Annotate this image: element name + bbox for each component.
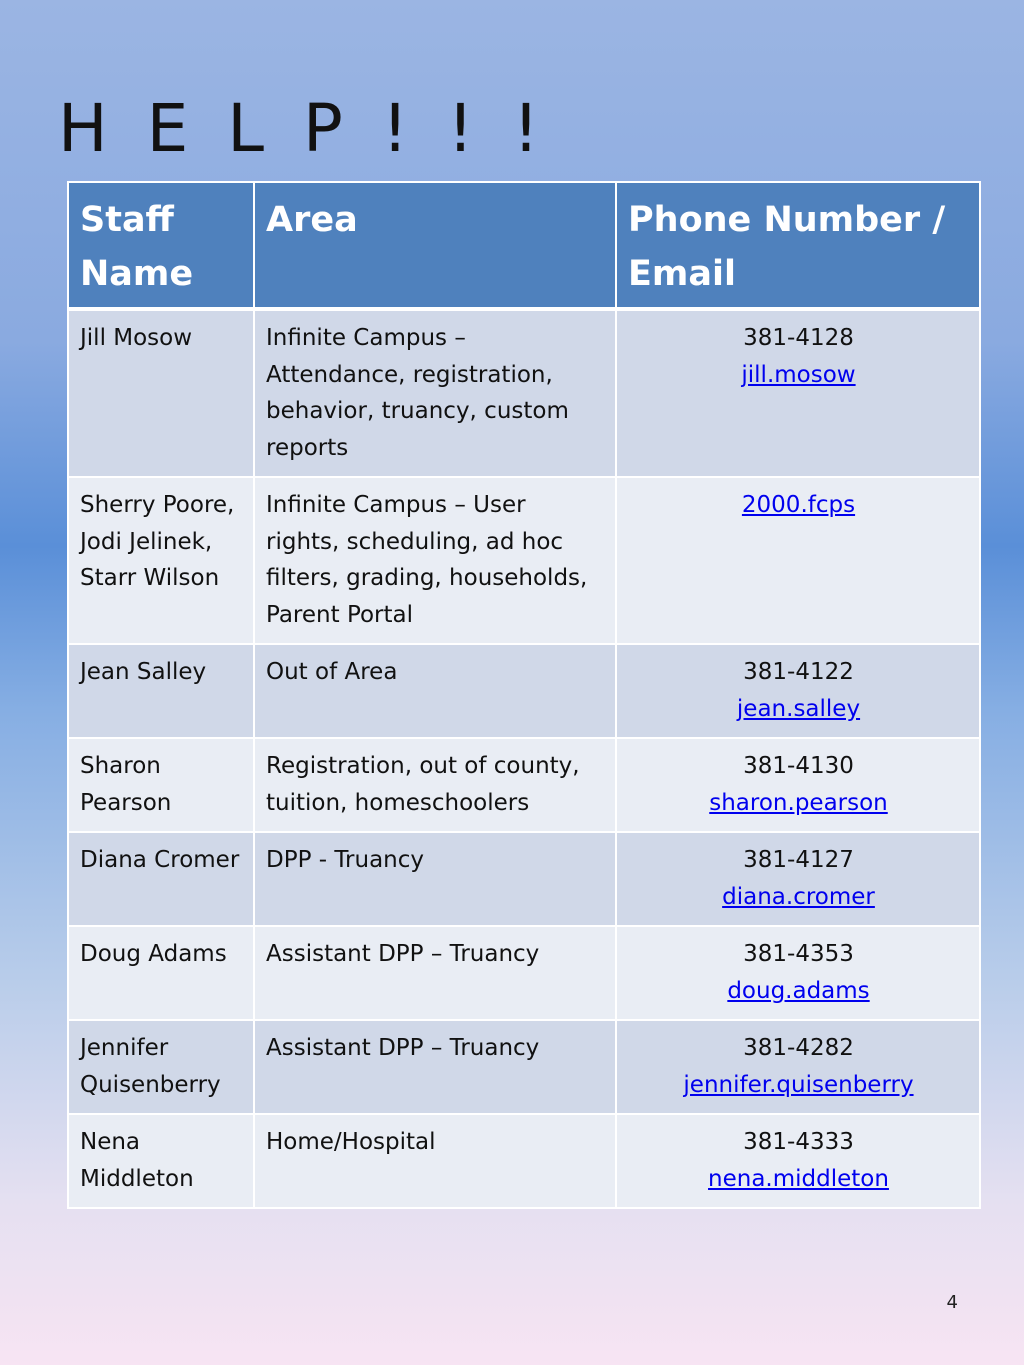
table-row xyxy=(68,309,980,477)
area-cell: Infinite Campus – Attendance, registration, behavior, truancy, custom reports xyxy=(254,309,616,477)
phone-number: 381-4122 xyxy=(743,659,854,685)
email-link[interactable]: diana.cromer xyxy=(722,883,875,910)
email-link[interactable]: sharon.pearson xyxy=(709,789,888,816)
phone-number: 381-4333 xyxy=(743,1129,854,1155)
table-row xyxy=(68,1114,980,1208)
staff-name-cell: Jill Mosow xyxy=(68,309,254,477)
table-row xyxy=(68,477,980,644)
email-link[interactable]: jill.mosow xyxy=(741,361,856,388)
header-phone-email: Phone Number / Email xyxy=(616,182,980,309)
email-link[interactable]: doug.adams xyxy=(727,977,870,1004)
staff-name-cell: Sharon Pearson xyxy=(68,738,254,832)
email-link[interactable]: jennifer.quisenberry xyxy=(683,1071,914,1098)
area-cell: Assistant DPP – Truancy xyxy=(254,1020,616,1114)
contact-cell xyxy=(616,1020,980,1114)
table-row xyxy=(68,1020,980,1114)
contact-cell xyxy=(616,738,980,832)
header-area: Area xyxy=(254,182,616,309)
staff-name-cell: Nena Middleton xyxy=(68,1114,254,1208)
phone-number: 381-4127 xyxy=(743,847,854,873)
area-cell: Out of Area xyxy=(254,644,616,738)
contact-cell xyxy=(616,1114,980,1208)
area-cell: DPP - Truancy xyxy=(254,832,616,926)
phone-number: 381-4282 xyxy=(743,1035,854,1061)
staff-name-cell: Sherry Poore, Jodi Jelinek, Starr Wilson xyxy=(68,477,254,644)
staff-name-cell: Diana Cromer xyxy=(68,832,254,926)
staff-name-cell: Jennifer Quisenberry xyxy=(68,1020,254,1114)
table-header-row xyxy=(68,182,980,309)
page-title: H E L P ! ! ! xyxy=(58,90,549,167)
staff-name-cell: Doug Adams xyxy=(68,926,254,1020)
contact-cell xyxy=(616,477,980,644)
area-cell: Assistant DPP – Truancy xyxy=(254,926,616,1020)
staff-contact-table xyxy=(67,181,981,1209)
email-link[interactable]: nena.middleton xyxy=(708,1165,889,1192)
phone-number: 381-4353 xyxy=(743,941,854,967)
email-link[interactable]: jean.salley xyxy=(736,695,861,722)
phone-number: 381-4128 xyxy=(743,325,854,351)
staff-name-cell: Jean Salley xyxy=(68,644,254,738)
table-row xyxy=(68,832,980,926)
table-row xyxy=(68,738,980,832)
table-row xyxy=(68,926,980,1020)
page-number: 4 xyxy=(946,1292,958,1313)
contact-cell xyxy=(616,309,980,477)
header-staff-name: Staff Name xyxy=(68,182,254,309)
area-cell: Home/Hospital xyxy=(254,1114,616,1208)
phone-number: 381-4130 xyxy=(743,753,854,779)
contact-cell xyxy=(616,644,980,738)
area-cell: Registration, out of county, tuition, homeschoolers xyxy=(254,738,616,832)
table-row xyxy=(68,644,980,738)
email-link[interactable]: 2000.fcps xyxy=(741,492,856,518)
contact-cell xyxy=(616,926,980,1020)
contact-cell xyxy=(616,832,980,926)
area-cell: Infinite Campus – User rights, scheduling, ad hoc filters, grading, households, Parent Portal xyxy=(254,477,616,644)
